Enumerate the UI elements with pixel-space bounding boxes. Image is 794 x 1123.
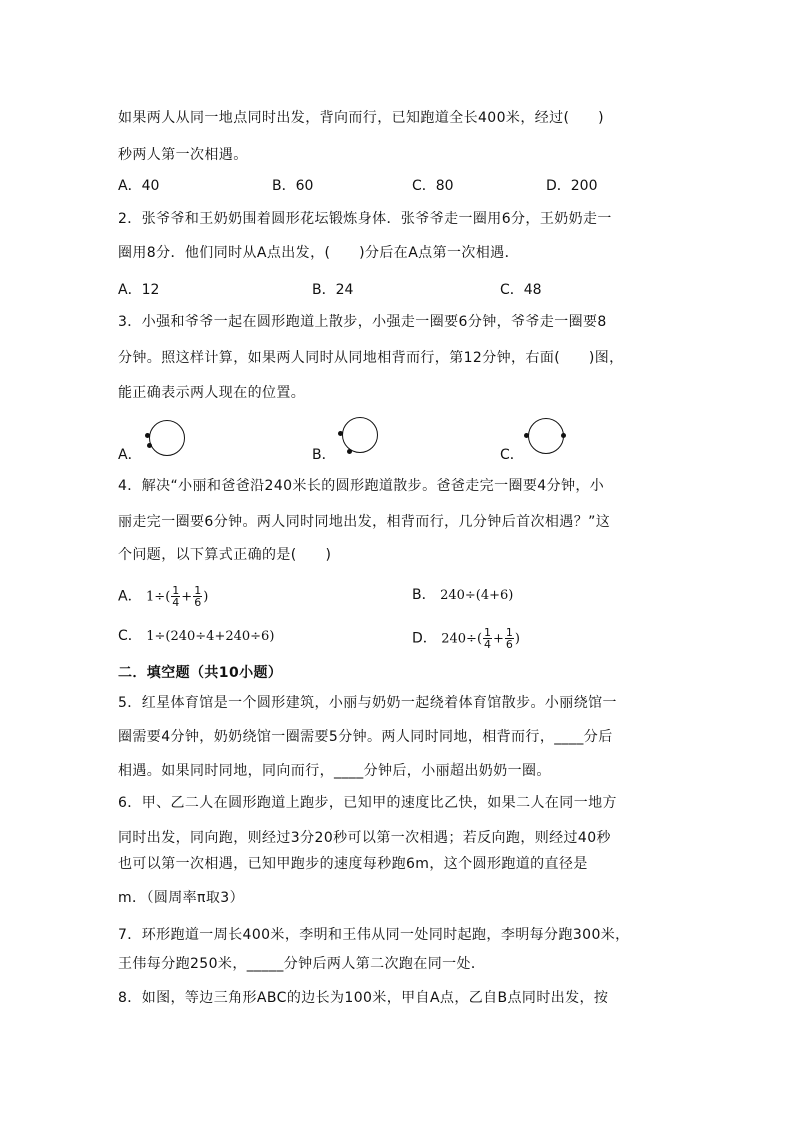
q3-option-a: A． [118,447,142,463]
q1-option-b: B．60 [272,178,314,194]
q7-text-line2: 王伟每分跑250米，_____分钟后两人第二次跑在同一处． [118,956,486,972]
q2-text-line2: 圈用8分．他们同时从A点出发，( )分后在A点第一次相遇． [118,245,519,261]
q3-dot-c1 [524,433,529,438]
q1-option-c: C．80 [412,178,454,194]
q6-text-line3: 也可以第一次相遇，已知甲跑步的速度每秒跑6m，这个圆形跑道的直径是 [118,856,588,872]
q2-option-c: C．48 [500,282,542,298]
q2-option-b: B．24 [312,282,354,298]
q3-option-b: B． [312,447,336,463]
q6-text-line4: m．（圆周率π取3） [118,890,244,906]
q5-text-line2: 圈需要4分钟，奶奶绕馆一圈需要5分钟。两人同时同地，相背而行，____分后 [118,729,613,745]
fraction: $\frac{1}{4}$ [172,584,180,609]
q3-dot-b1 [338,431,343,436]
q6-text-line1: 6．甲、乙二人在圆形跑道上跑步，已知甲的速度比乙快，如果二人在同一地方 [118,795,617,811]
q4-text-line2: 丽走完一圈要6分钟。两人同时同地出发，相背而行，几分钟后首次相遇？”这 [118,514,611,530]
q5-text-line3: 相遇。如果同时同地，同向而行，____分钟后，小丽超出奶奶一圈。 [118,763,551,779]
q3-dot-c2 [561,433,566,438]
q4-option-a: A． 1÷( $\frac{1}{4}$ + $\frac{1}{6}$ ) [118,584,209,609]
q1-text-line1: 如果两人从同一地点同时出发，背向而行，已知跑道全长400米，经过( ) [118,110,605,126]
q5-text-line1: 5．红星体育馆是一个圆形建筑，小丽与奶奶一起绕着体育馆散步。小丽绕馆一 [118,695,617,711]
q3-dot-a2 [147,443,152,448]
q3-text-line1: 3．小强和爷爷一起在圆形跑道上散步，小强走一圈要6分钟，爷爷走一圈要8 [118,314,607,330]
q4-option-d: D． 240÷( $\frac{1}{4}$ + $\frac{1}{6}$ ) [412,626,520,651]
q3-text-line2: 分钟。照这样计算，如果两人同时从同地相背而行，第12分钟，右面( )图， [118,350,624,366]
q8-text-line1: 8．如图，等边三角形ABC的边长为100米，甲自A点，乙自B点同时出发，按 [118,990,609,1006]
q2-text-line1: 2．张爷爷和王奶奶围着圆形花坛锻炼身体．张爷爷走一圈用6分，王奶奶走一 [118,211,612,227]
q1-option-d: D．200 [546,178,598,194]
q4-text-line1: 4．解决“小丽和爸爸沿240米长的圆形跑道散步。爸爸走完一圈要4分钟，小 [118,478,605,494]
fraction: $\frac{1}{4}$ [484,626,492,651]
q7-text-line1: 7．环形跑道一周长400米，李明和王伟从同一处同时起跑，李明每分跑300米， [118,927,630,943]
q3-dot-a1 [145,433,150,438]
fraction: $\frac{1}{6}$ [194,584,202,609]
q1-option-a: A．40 [118,178,160,194]
q3-text-line3: 能正确表示两人现在的位置。 [118,385,306,401]
q3-circle-c [528,418,564,454]
fraction: $\frac{1}{6}$ [505,626,513,651]
q6-text-line2: 同时出发，同向跑，则经过3分20秒可以第一次相遇；若反向跑，则经过40秒 [118,830,611,846]
q3-option-c: C． [500,447,524,463]
q4-text-line3: 个问题，以下算式正确的是( ) [118,547,332,563]
q1-text-line2: 秒两人第一次相遇。 [118,147,248,163]
q3-circle-a [149,420,185,456]
q3-dot-b2 [347,449,352,454]
q3-circle-b [342,417,378,453]
q4-option-b: B． 240÷(4+6) [412,587,514,603]
section-title-fill-blank: 二．填空题（共10小题） [118,665,283,681]
q2-option-a: A．12 [118,282,160,298]
q4-option-c: C． 1÷(240÷4+240÷6) [118,628,275,644]
